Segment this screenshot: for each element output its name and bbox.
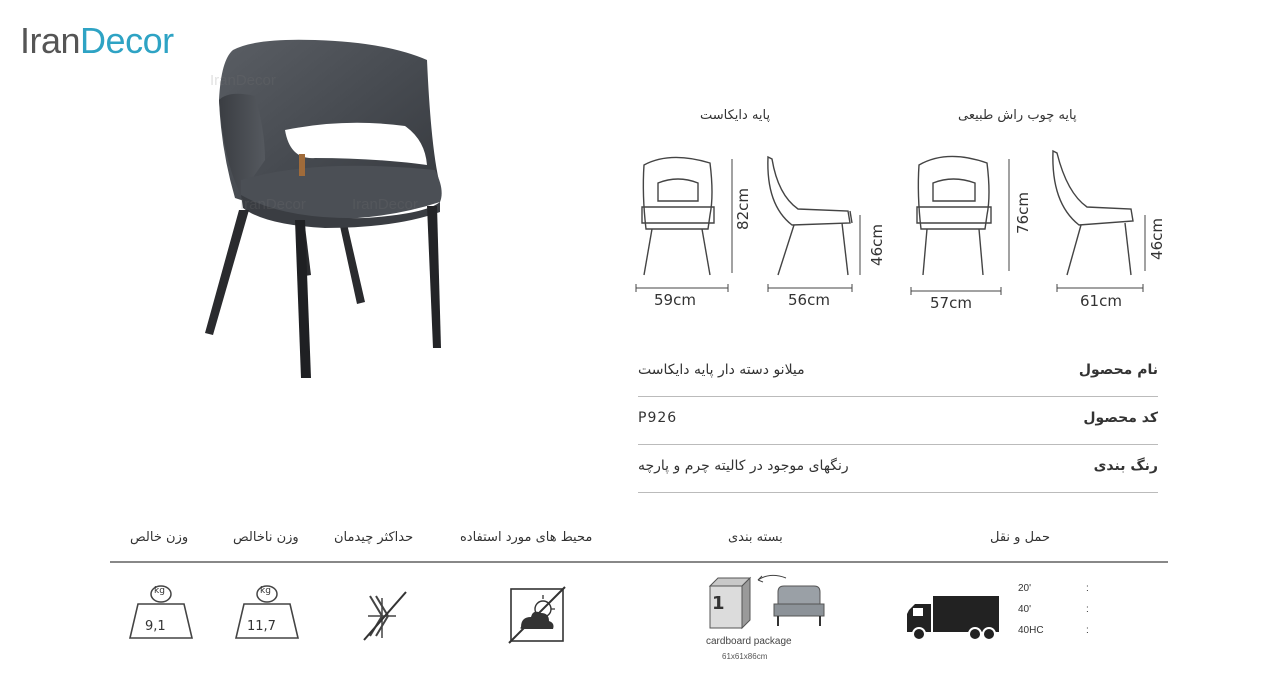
front-view-diecast-diagram bbox=[630, 145, 740, 305]
bottom-divider bbox=[110, 561, 1168, 563]
beech-wood-base-title: پایه چوب راش طبیعی bbox=[958, 108, 1077, 123]
dim-side-diecast-depth: 56cm bbox=[788, 291, 830, 309]
package-type-text: cardboard package bbox=[706, 636, 792, 647]
package-count: 1 bbox=[712, 593, 725, 614]
no-stacking-icon bbox=[360, 588, 410, 644]
diecast-base-title: پایه دایکاست bbox=[700, 108, 771, 123]
container-40hc-sep: : bbox=[1086, 625, 1089, 636]
package-size-text: 61x61x86cm bbox=[722, 652, 768, 661]
shipping-header: حمل و نقل bbox=[990, 530, 1050, 545]
container-40hc: 40HC bbox=[1018, 625, 1044, 636]
dim-front-diecast-width: 59cm bbox=[654, 291, 696, 309]
dim-side-wood-seat: 46cm bbox=[1147, 218, 1166, 260]
gross-kg-label: kg bbox=[260, 586, 271, 596]
watermark-3: IranDecor bbox=[352, 196, 418, 213]
max-stack-header: حداکثر چیدمان bbox=[334, 530, 414, 545]
gross-weight-value: 11,7 bbox=[247, 619, 276, 634]
brand-name-part1: Iran bbox=[20, 20, 81, 61]
truck-icon bbox=[905, 592, 1005, 644]
dim-front-wood-height: 76cm bbox=[1013, 192, 1032, 234]
dim-front-wood-width: 57cm bbox=[930, 294, 972, 312]
spec-value: P926 bbox=[638, 410, 678, 426]
spec-value: میلانو دسته دار پایه دایکاست bbox=[638, 362, 805, 378]
spec-row-product-name bbox=[638, 350, 1158, 397]
net-kg-label: kg bbox=[154, 586, 165, 596]
spec-row-product-code bbox=[638, 398, 1158, 445]
spec-label: کد محصول bbox=[1083, 410, 1158, 426]
net-weight-value: 9,1 bbox=[145, 619, 166, 634]
spec-row-colors bbox=[638, 446, 1158, 493]
spec-label: نام محصول bbox=[1078, 362, 1158, 378]
dim-side-diecast-seat: 46cm bbox=[867, 224, 886, 266]
container-40: 40' bbox=[1018, 604, 1032, 615]
net-weight-header: وزن خالص bbox=[130, 530, 189, 545]
packaging-header: بسته بندی bbox=[728, 530, 783, 545]
indoor-use-only-icon bbox=[505, 583, 569, 647]
brand-name-part2: Decor bbox=[80, 20, 174, 61]
dim-side-wood-depth: 61cm bbox=[1080, 292, 1122, 310]
front-view-wood-diagram bbox=[905, 145, 1015, 305]
usage-env-header: محیط های مورد استفاده bbox=[460, 530, 593, 545]
watermark-1: IranDecor bbox=[210, 72, 276, 89]
dim-front-diecast-height: 82cm bbox=[733, 188, 752, 230]
brand-logo bbox=[20, 20, 174, 62]
gross-weight-header: وزن ناخالص bbox=[233, 530, 299, 545]
spec-value: رنگهای موجود در کالیته چرم و پارچه bbox=[638, 458, 849, 474]
container-20-sep: : bbox=[1086, 583, 1089, 594]
spec-label: رنگ بندی bbox=[1093, 458, 1158, 474]
container-20: 20' bbox=[1018, 583, 1032, 594]
watermark-2: IranDecor bbox=[240, 196, 306, 213]
container-40-sep: : bbox=[1086, 604, 1089, 615]
